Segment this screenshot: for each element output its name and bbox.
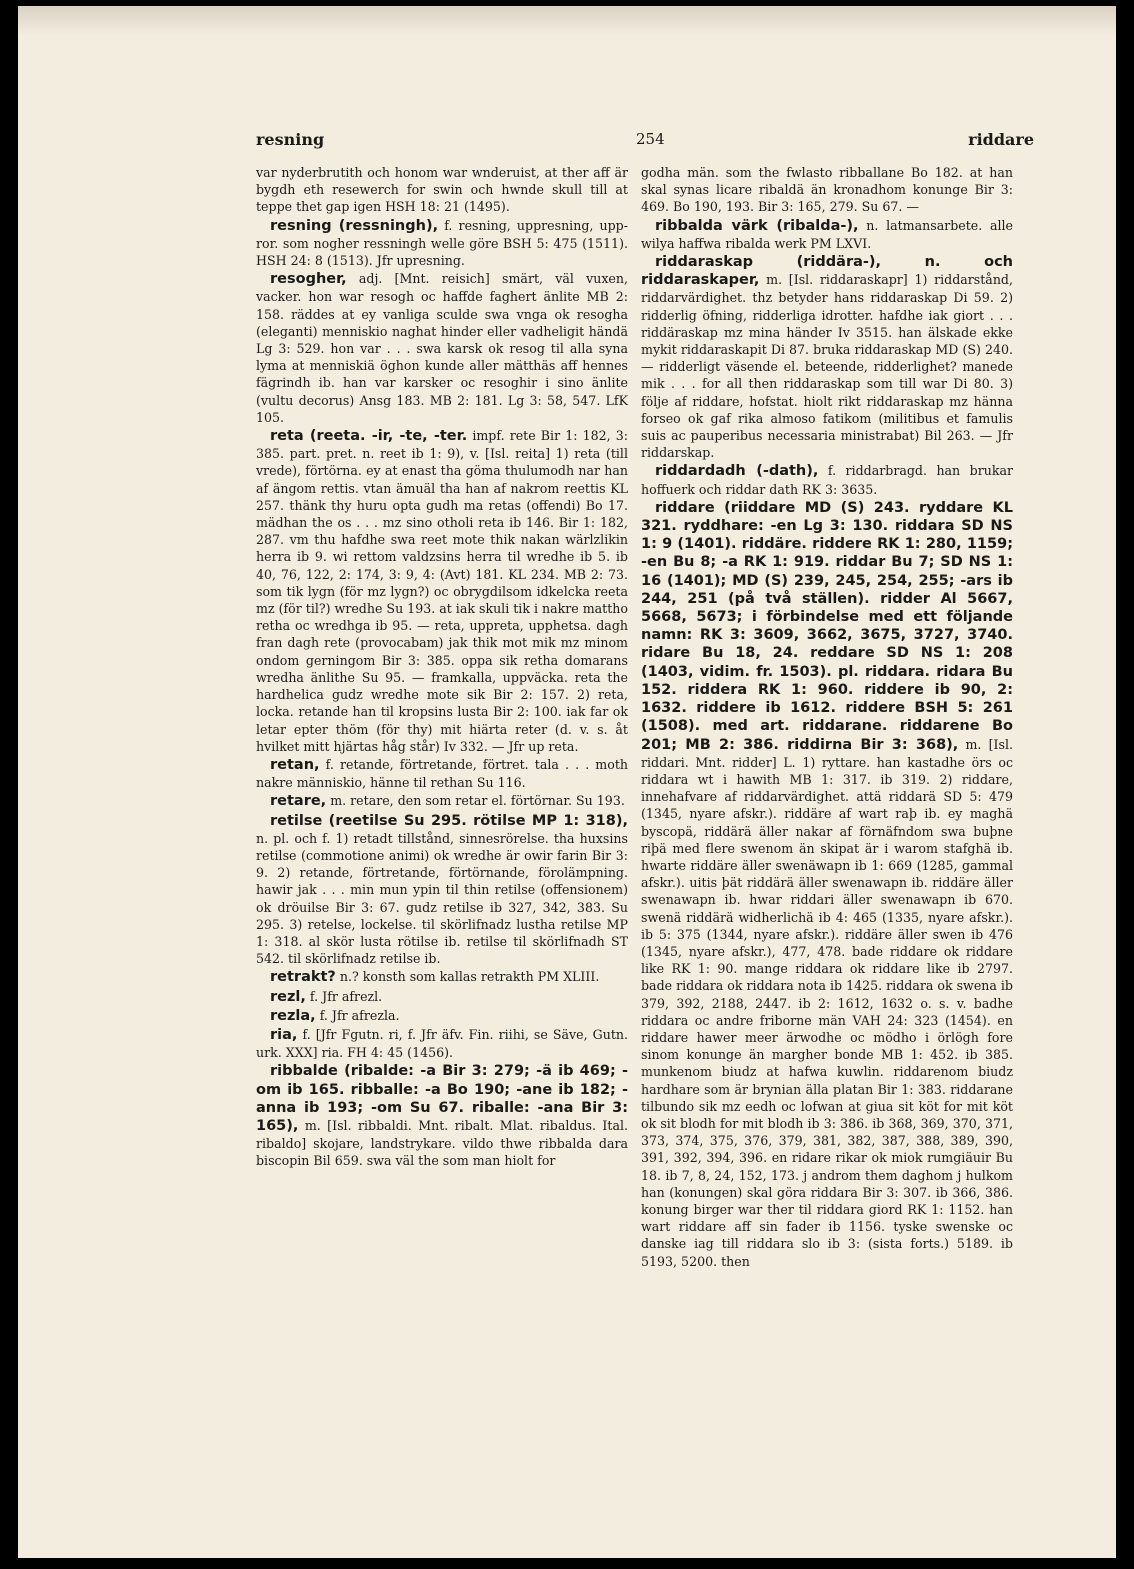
headword: retilse (reetilse Su 295. rötilse MP 1: 318),: [270, 812, 628, 829]
headword: retrakt?: [270, 969, 336, 986]
headword: riddardadh (-dath),: [655, 463, 819, 480]
right-column: [641, 164, 1013, 1271]
page-number: 254: [636, 130, 665, 148]
entry-rezl: rezl, f. Jfr afrezl.: [270, 988, 383, 1005]
header-right-word: riddare: [968, 130, 1034, 149]
entry-resogher: resogher, adj. [Mnt. reisich] smärt, väl vuxen, vacker. hon war resogh oc haffde faghert änlite MB 2: 158. räddes at ey vanliga sculde swa vnga ok resogha (eleganti) menniskio naghat hinder eller vadheligit händä Lg 3: 529. hon var . . . swa karsk ok resog til alla syna lyma at menniskiä öghon kunde aller mätthäs aff hennes fägrindh ib. han var karsker oc resoghir i sino änlite (vultu decorus) Ansg 183. MB 2: 181. Lg 3: 58, 547. LfK 105.: [256, 271, 628, 425]
entry-retrakt: retrakt? n.? konsth som kallas retrakth PM XLIII.: [270, 969, 600, 986]
entry-continuation: godha män. som the fwlasto ribballane Bo 182. at han skal synas licare ribaldä än kronadhom konunge Bir 3: 469. Bo 190, 193. Bir 3: 165, 279. Su 67. —: [641, 165, 1013, 215]
headword: ribbalda värk (ribalda-),: [655, 217, 859, 234]
headword: ria,: [270, 1026, 298, 1043]
headword: resning (ressningh),: [270, 217, 439, 234]
page-shadow: [18, 6, 1116, 36]
left-column: [256, 164, 628, 1171]
header-left-word: resning: [256, 130, 325, 149]
entry-riddare: riddare (riiddare MD (S) 243. ryddare KL 321. ryddhare: -en Lg 3: 130. riddara SD NS 1: 9 (1401). riddäre. riddere RK 1: 280, 1159; -en Bu 8; -a RK 1: 919. riddar Bu 7; SD NS 1: 16 (1401); MD (S) 239, 245, 254, 255; -ars ib 244, 251 (på två ställen). ridder Al 5667, 5668, 5673; i förbindelse med ett följande namn: RK 3: 3609, 3662, 3675, 3727, 3740. ridare Bu 18, 24. reddare SD NS 1: 208 (1403, vidim. fr. 1503). pl. riddara. ridara Bu 152. riddera RK 1: 960. riddere ib 90, 2: 1632. riddere ib 1612. riddere BSH 5: 261 (1508). med art. riddarane. riddarene Bo 201; MB 2: 386. riddirna Bir 3: 368), m. [Isl. riddari. Mnt. ridder] L. 1) ryttare. han kastadhe örs oc riddara wt i hawith MB 1: 317. ib 319. 2) riddare, innehafvare af riddarvärdighet. attä riddarä SD 5: 479 (1345, nyare afskr.). riddäre af wart raþ ib. ey maghä byscopä, riddärä äller nakar af förnäfndom swa buþne riþä med flere swenom än skipat är i warom stafghä ib. hwarte riddäre äller swenäwapn ib 1: 669 (1285, gammal afskr.). uitis þät riddärä äller swenawapn ib. riddäre äller swenawapn ib. hwar riddari äller swenawapn ib 670. swenä riddärä widherlichä ib 4: 465 (1335, nyare afskr.). ib 5: 375 (1344, nyare afskr.). riddäre äller swen ib 476 (1345, nyare afskr.), 477, 478. bade riddare ok riddare like RK 1: 90. mange riddara ok riddare like ib 2797. bade riddara ok riddara nota ib 1425. riddara ok swena ib 379, 392, 2188, 2447. ib 2: 1612, 1632 o. s. v. badhe riddara oc andre friborne män VAH 24: 323 (1454). en riddare hawer meer ärwodhe oc mödho i örlögh fore sinom konunge än margher bonde MB 1: 452. ib 385. munkenom biudz at hafwa kuwlin. riddarenom biudz hardhare som är brynian älla platan Bir 1: 383. riddarane tilbundo sik mz eedh oc lofwan at giua sit köt for mit köt ok sit blodh for mit blodh ib 3: 386. ib 368, 369, 370, 371, 373, 374, 375, 376, 379, 381, 382, 387, 388, 389, 390, 391, 392, 394, 396. en ridare rikar ok miok rumgiäuir Bu 18. ib 7, 8, 24, 152, 173. j androm them daghom j hulkom han (konungen) skal göra riddara Bir 3: 307. ib 366, 386. konung birger war ther til riddara giord RK 1: 1152. han wart riddare aff sin fader ib 1156. tyske swenske oc danske iag till riddara slo ib 3: (sista forts.) 5189. ib 5193, 5200. then: [641, 499, 1013, 1269]
dictionary-page: [18, 6, 1116, 1558]
entry-riddaraskap: riddaraskap (riddära-), n. och riddaraskaper, m. [Isl. riddaraskapr] 1) riddarstånd, riddarvärdighet. thz betyder hans riddaraskap Di 59. 2) ridderlig öfning, ridderliga idrotter. hafdhe iak giort . . . riddäraskap mz mina händer Iv 3515. han älskade ekke mykit riddaraskapit Di 87. bruka riddaraskap MD (S) 240. — ridderligt väsende el. beteende, ridderlighet? manede mik . . . for all then riddaraskap som till war Di 80. 3) följe af riddare, hofstat. hiolt rikt riddaraskap mz hänna forseo ok gaf rika almoso fatikom (militibus et famulis suis ac pauperibus necessaria ministrabat) Bil 263. — Jfr riddarskap.: [641, 254, 1013, 461]
entry-ria: ria, f. [Jfr Fgutn. ri, f. Jfr äfv. Fin. riihi, se Säve, Gutn. urk. XXX] ria. FH 4: 45 (1456).: [256, 1026, 628, 1061]
entry-intro: var nyderbrutith och honom war wnderuist, at ther aff är bygdh eth resewerch for swin och hwnde skull till at teppe thet gap igen HSH 18: 21 (1495).: [256, 165, 628, 215]
entry-ribbalda-vark: ribbalda värk (ribalda-), n. latmansarbete. alle wilya haffwa ribalda werk PM LXVI.: [641, 217, 1013, 251]
headword: reta (reeta. -ir, -te, -ter.: [270, 428, 468, 445]
entry-retare: retare, m. retare, den som retar el. förtörnar. Su 193.: [270, 793, 625, 810]
headword: riddaraskap (riddära-), n. och riddaraskaper,: [641, 254, 1013, 289]
headword: riddare (riiddare MD (S) 243. ryddare KL 321. ryddhare: -en Lg 3: 130. riddara SD NS 1: 9 (1401). riddäre. riddere RK 1: 280, 1159; -en Bu 8; -a RK 1: 919. riddar Bu 7; SD NS 1: 16 (1401); MD (S) 239, 245, 254, 255; -ars ib 244, 251 (på två ställen). ridder Al 5667, 5668, 5673; i förbindelse med ett följande namn: RK 3: 3609, 3662, 3675, 3727, 3740. ridare Bu 18, 24. reddare SD NS 1: 208 (1403, vidim. fr. 1503). pl. riddara. ridara Bu 152. riddera RK 1: 960. riddere ib 90, 2: 1632. riddere ib 1612. riddere BSH 5: 261 (1508). med art. riddarane. riddarene Bo 201; MB 2: 386. riddirna Bir 3: 368),: [641, 499, 1013, 753]
entry-retan: retan, f. retande, förtretande, förtret. tala . . . moth nakre människio, hänne til rethan Su 116.: [256, 756, 628, 791]
headword: resogher,: [270, 271, 347, 288]
headword: rezl,: [270, 988, 306, 1005]
entry-retilse: retilse (reetilse Su 295. rötilse MP 1: 318), n. pl. och f. 1) retadt tillstånd, sinnesrörelse. tha huxsins retilse (commotione animi) ok wredhe är owir farin Bir 3: 9. 2) retande, förtretande, förtörnande, förolämpning. hawir jak . . . min mun ypin til thin retilse (offensionem) ok dröuilse Bir 3: 67. gudz retilse ib 327, 342, 383. Su 295. 3) retelse, lockelse. til skörlifnadz lustha retilse MP 1: 318. al skör lusta rötilse ib. retilse til skörlifnadh ST 542. til skörlifnadz retilse ib.: [256, 812, 628, 967]
headword: retan,: [270, 756, 320, 773]
entry-riddardadh: riddardadh (-dath), f. riddarbragd. han brukar hoffuerk och riddar dath RK 3: 3635.: [641, 463, 1013, 497]
headword: retare,: [270, 793, 327, 810]
entry-rezla: rezla, f. Jfr afrezla.: [270, 1007, 400, 1024]
running-header: [256, 130, 1034, 156]
headword: rezla,: [270, 1007, 316, 1024]
headword: ribbalde (ribalde: -a Bir 3: 279; -ä ib 469; -om ib 165. ribballe: -a Bo 190; -ane ib 182; -anna ib 193; -om Su 67. riballe: -ana Bir 3: 165),: [256, 1063, 628, 1134]
entry-ribbalde: ribbalde (ribalde: -a Bir 3: 279; -ä ib 469; -om ib 165. ribballe: -a Bo 190; -ane ib 182; -anna ib 193; -om Su 67. riballe: -ana Bir 3: 165), m. [Isl. ribbaldi. Mnt. ribalt. Mlat. ribaldus. Ital. ribaldo] skojare, landstrykare. vildo thwe ribbalda dara biscopin Bil 659. swa väl the som man hiolt for: [256, 1063, 628, 1169]
entry-resning: resning (ressningh), f. resning, uppresning, upp-ror. som nogher ressningh welle göre BSH 5: 475 (1511). HSH 24: 8 (1513). Jfr upresning.: [256, 217, 628, 269]
entry-reta: reta (reeta. -ir, -te, -ter. impf. rete Bir 1: 182, 3: 385. part. pret. n. reet ib 1: 9), v. [Isl. reita] 1) reta (till vrede), förtörna. ey at enast tha göma thulumodh nar han af ängom rettis. vtan ämuäl tha han af nakrom reettis KL 257. thänk thy huru opta gudh ma retas (offendi) Bo 17. mädhan the os . . . mz sino otholi reta ib 146. Bir 1: 182, 287. vm thu hafdhe swa reet mote thik nakan wärlzlikin herra ib 9. wi rettom valdzsins herra til wredhe ib 5. ib 40, 76, 122, 2: 174, 3: 9, 4: (Avt) 181. KL 234. MB 2: 73. som tik lygn (för mz lygn?) oc obrygdilsom idkelcka reeta mz (för til?) wredhe Su 193. at iak skuli tik i nakre mattho retha oc wredhga ib 95. — reta, uppreta, upphetsa. dagh fran dagh rete (provocabam) jak thik mot mik mz minom ondom gerningom Bir 3: 385. oppa sik retha domarans wredha änlithe Su 95. — framkalla, uppväcka. reta the hardhelica gudz wredhe mote sik Bir 2: 157. 2) reta, locka. retande han til kropsins lusta Bir 2: 100. iak far ok letar epter thöm (för thy) mit hiärta reter (d. v. s. åt hvilket mitt hjärtas håg står) Iv 332. — Jfr up reta.: [256, 428, 628, 754]
scan-border: [1116, 0, 1134, 1569]
